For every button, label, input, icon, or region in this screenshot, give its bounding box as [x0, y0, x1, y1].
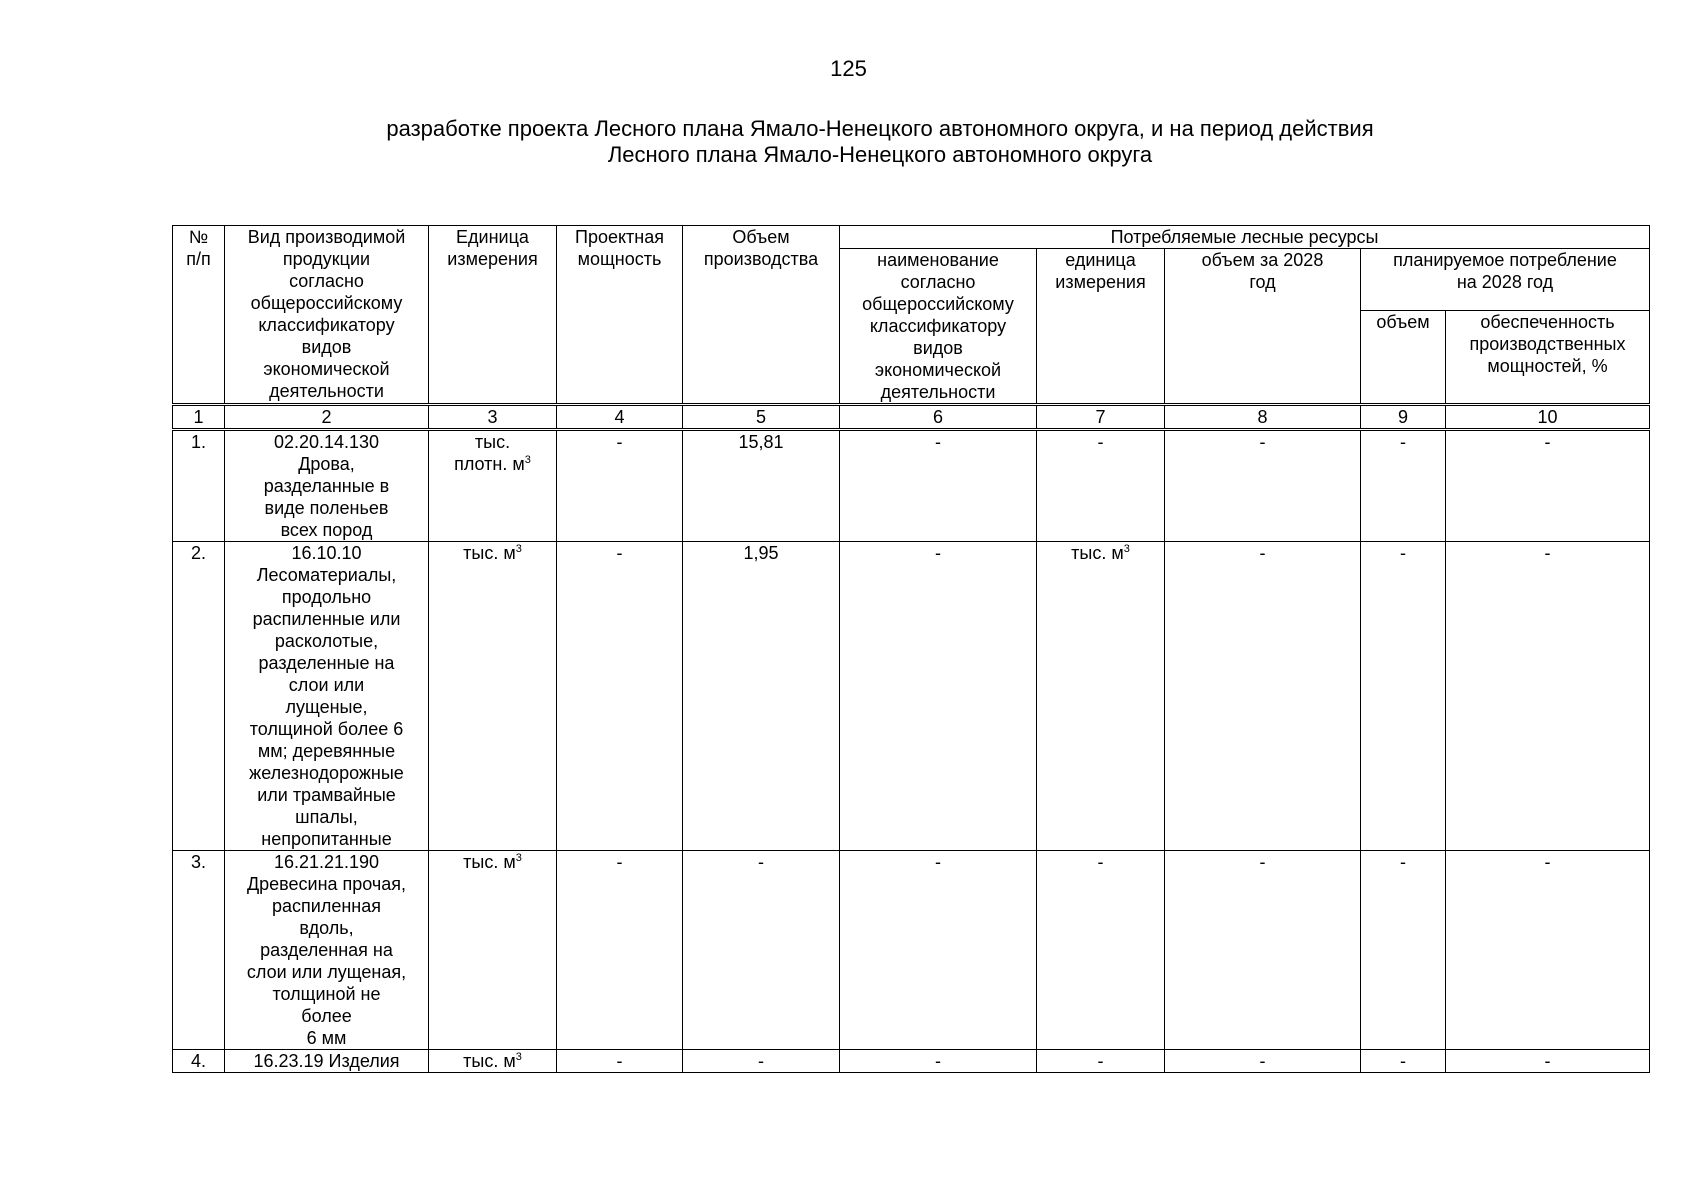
cell-line: Древесина прочая,	[246, 874, 407, 894]
product-cell	[225, 542, 429, 851]
column-number: 5	[683, 405, 840, 430]
planned-volume-cell: -	[1361, 1050, 1446, 1073]
capacity-cell: -	[557, 1050, 683, 1073]
resource-volume-cell: -	[1165, 851, 1361, 1050]
planned-supply-cell: -	[1446, 430, 1650, 542]
column-number: 10	[1446, 405, 1650, 430]
cell-line: классификатору	[258, 315, 395, 335]
cell-line: измерения	[447, 249, 538, 269]
resource-volume-cell: -	[1165, 430, 1361, 542]
cell-line: экономической	[874, 360, 1002, 380]
cell-line: мощностей, %	[1487, 356, 1608, 377]
cell-line: Лесоматериалы,	[256, 565, 397, 585]
cell-line: разделенная на	[260, 940, 393, 960]
header-product	[225, 226, 429, 405]
planned-supply-cell: -	[1446, 851, 1650, 1050]
unit-cell	[429, 1050, 557, 1073]
cell-line: деятельности	[880, 382, 996, 402]
table-row	[173, 1050, 1650, 1073]
volume-cell: 15,81	[683, 430, 840, 542]
resource-volume-cell: -	[1165, 542, 1361, 851]
cell-line: продольно	[281, 587, 372, 607]
document-heading	[300, 116, 1460, 168]
cell-line: Вид производимой	[247, 227, 406, 247]
unit-exponent: 3	[1123, 543, 1130, 555]
cell-line: разделанные в	[263, 476, 390, 496]
cell-line: железнодорожные	[249, 763, 404, 783]
volume-cell: -	[683, 851, 840, 1050]
column-number: 3	[429, 405, 557, 430]
header-row-1	[173, 226, 1650, 249]
row-number: 3.	[173, 851, 225, 1050]
cell-line: распиленные или	[252, 609, 401, 629]
header-res-name	[840, 249, 1037, 405]
planned-supply-cell: -	[1446, 542, 1650, 851]
forest-resources-table	[172, 225, 1650, 1073]
cell-line: слои или	[288, 675, 365, 695]
column-number: 6	[840, 405, 1037, 430]
product-cell	[225, 1050, 429, 1073]
cell-line: наименование	[877, 250, 999, 270]
header-res-volume	[1165, 249, 1361, 405]
cell-line: единица	[1065, 250, 1136, 270]
header-planned-volume: объем	[1361, 311, 1446, 405]
cell-line: распиленная	[272, 896, 381, 916]
cell-line: мощность	[577, 249, 662, 269]
header-resources: Потребляемые лесные ресурсы	[840, 226, 1650, 249]
header-volume	[683, 226, 840, 405]
column-number: 8	[1165, 405, 1361, 430]
cell-line: объем за 2028	[1201, 250, 1324, 270]
header-planned	[1361, 249, 1650, 311]
table-row	[173, 430, 1650, 542]
cell-line: видов	[913, 338, 963, 358]
resource-volume-cell: -	[1165, 1050, 1361, 1073]
cell-line: классификатору	[869, 316, 1007, 336]
capacity-cell: -	[557, 430, 683, 542]
resource-name-cell: -	[840, 851, 1037, 1050]
column-number: 7	[1037, 405, 1165, 430]
capacity-cell: -	[557, 851, 683, 1050]
cell-line: экономической	[263, 359, 390, 379]
resource-name-cell: -	[840, 542, 1037, 851]
cell-line: Проектная	[575, 227, 664, 247]
cell-line: слои или лущеная,	[246, 962, 407, 982]
cell-line: согласно	[289, 271, 364, 291]
cell-line: общероссийскому	[250, 293, 403, 313]
unit-cell	[429, 542, 557, 851]
planned-volume-cell: -	[1361, 851, 1446, 1050]
unit-exponent: 3	[515, 852, 522, 864]
cell-line: 16.21.21.190	[273, 852, 380, 872]
header-unit	[429, 226, 557, 405]
header-res-unit	[1037, 249, 1165, 405]
cell-line: шпалы,	[295, 807, 358, 827]
heading-line-1: разработке проекта Лесного плана Ямало-Ненецкого автономного округа, и на период действия	[386, 116, 1374, 141]
column-numbers-row	[173, 405, 1650, 430]
cell-line: 02.20.14.130	[273, 432, 380, 452]
cell-line: обеспеченность	[1480, 312, 1615, 333]
resource-unit-cell: -	[1037, 1050, 1165, 1073]
cell-line: п/п	[186, 249, 211, 269]
cell-line: виде поленьев	[264, 498, 389, 518]
unit-cell	[429, 430, 557, 542]
unit-cell	[429, 851, 557, 1050]
cell-line: тыс. $м^3$	[463, 852, 522, 872]
resource-unit-cell: -	[1037, 851, 1165, 1050]
cell-line: Дрова,	[298, 454, 355, 474]
table-row	[173, 851, 1650, 1050]
resource-name-cell: -	[840, 1050, 1037, 1073]
unit-exponent: 3	[515, 543, 522, 555]
cell-line: более	[301, 1006, 352, 1026]
cell-line: год	[1249, 272, 1276, 292]
cell-line: Объем	[732, 227, 790, 247]
cell-line: тыс. $м^3$	[463, 543, 522, 563]
cell-line: Единица	[456, 227, 529, 247]
cell-line: измерения	[1055, 272, 1146, 292]
cell-line: разделенные на	[258, 653, 395, 673]
planned-supply-cell: -	[1446, 1050, 1650, 1073]
cell-line: вдоль,	[299, 918, 354, 938]
row-number: 1.	[173, 430, 225, 542]
cell-line: тыс. $м^3$	[463, 1051, 522, 1071]
header-capacity	[557, 226, 683, 405]
resource-unit-cell: -	[1037, 430, 1165, 542]
resource-unit-cell: тыс. $м^3$	[1037, 542, 1165, 851]
planned-volume-cell: -	[1361, 542, 1446, 851]
volume-cell: -	[683, 1050, 840, 1073]
cell-line: непропитанные	[261, 829, 392, 849]
cell-line: общероссийскому	[862, 294, 1014, 314]
cell-line: продукции	[282, 249, 371, 269]
header-planned-supply	[1446, 311, 1650, 405]
column-number: 4	[557, 405, 683, 430]
volume-cell: 1,95	[683, 542, 840, 851]
cell-line: деятельности	[269, 381, 384, 401]
cell-line: на 2028 год	[1456, 272, 1554, 292]
cell-line: толщиной не	[272, 984, 381, 1004]
cell-line: тыс.	[474, 432, 511, 452]
cell-line: лущеные,	[285, 697, 368, 717]
cell-line: мм; деревянные	[257, 741, 396, 761]
cell-line: планируемое потребление	[1393, 250, 1617, 270]
cell-line: расколотые,	[274, 631, 379, 651]
cell-line: или трамвайные	[257, 785, 396, 805]
resource-name-cell: -	[840, 430, 1037, 542]
cell-line: 16.10.10	[291, 543, 362, 563]
capacity-cell: -	[557, 542, 683, 851]
cell-line: плотн. $м^3$	[454, 454, 531, 474]
heading-line-2: Лесного плана Ямало-Ненецкого автономного округа	[607, 142, 1153, 167]
column-number: 1	[173, 405, 225, 430]
row-number: 4.	[173, 1050, 225, 1073]
row-number: 2.	[173, 542, 225, 851]
table-row	[173, 542, 1650, 851]
cell-line: производства	[703, 249, 819, 269]
unit-exponent: 3	[515, 1051, 522, 1063]
cell-line: видов	[301, 337, 352, 357]
cell-line: согласно	[900, 272, 976, 292]
product-cell	[225, 851, 429, 1050]
column-number: 9	[1361, 405, 1446, 430]
cell-line: всех пород	[280, 520, 373, 540]
cell-line: №	[188, 227, 209, 247]
cell-line: толщиной более 6	[249, 719, 404, 739]
cell-line: производственных	[1469, 334, 1626, 355]
page-number: 125	[830, 56, 867, 81]
column-number: 2	[225, 405, 429, 430]
header-num	[173, 226, 225, 405]
cell-line: 6 мм	[306, 1028, 347, 1048]
unit-exponent: 3	[524, 454, 531, 466]
planned-volume-cell: -	[1361, 430, 1446, 542]
product-cell	[225, 430, 429, 542]
cell-line: 16.23.19 Изделия	[253, 1051, 400, 1071]
